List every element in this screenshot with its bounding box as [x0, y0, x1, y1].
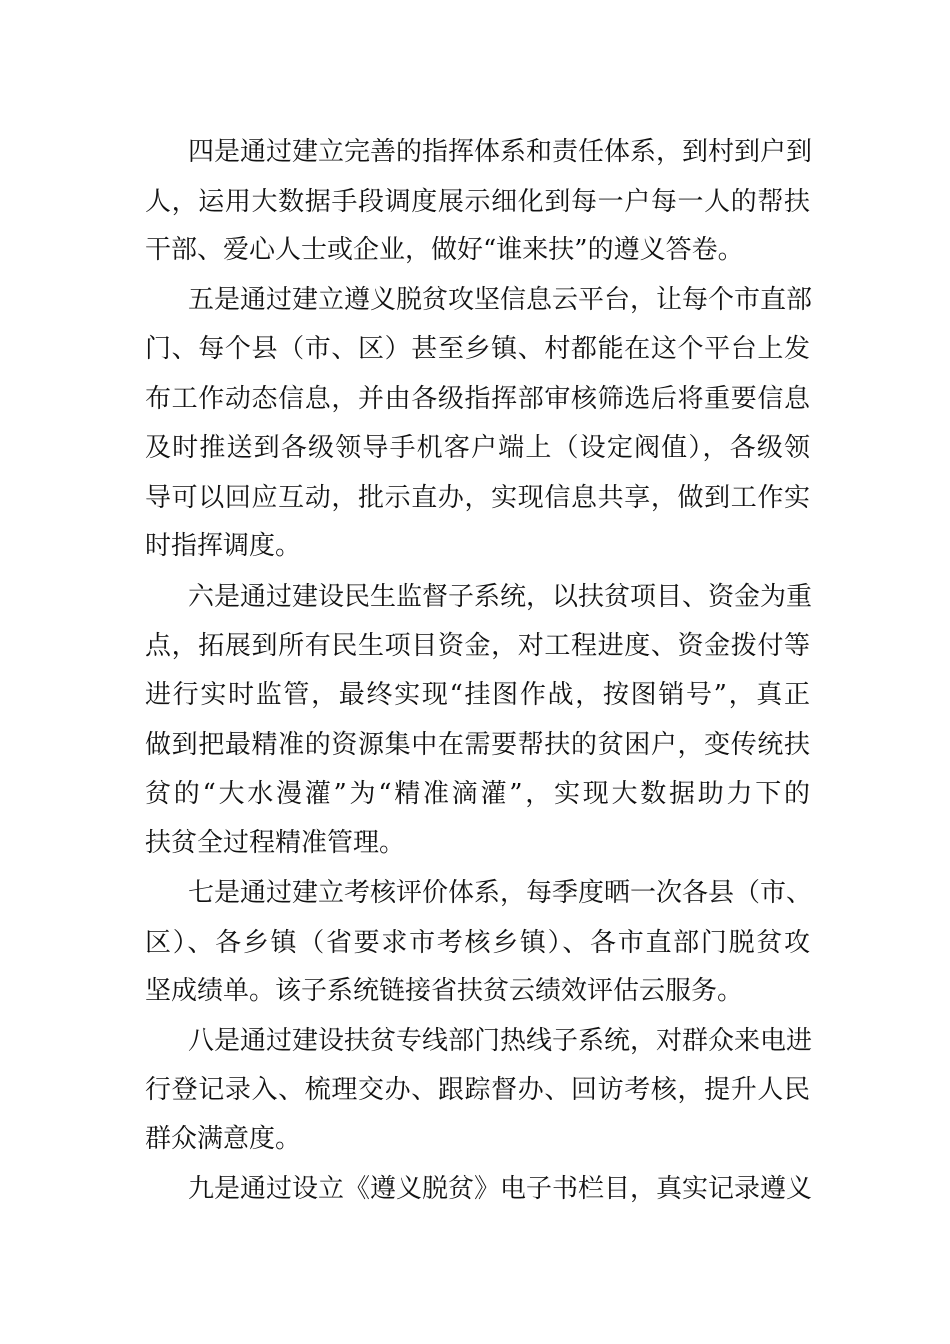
paragraph-5-line-6: 时指挥调度。 [145, 531, 302, 561]
paragraph-6-line-1: 六是通过建设民生监督子系统，以扶贫项目、资金为重 [188, 582, 813, 612]
paragraph-5-line-1: 五是通过建立遵义脱贫攻坚信息云平台，让每个市直部 [188, 285, 813, 315]
paragraph-4-line-1: 四是通过建立完善的指挥体系和责任体系，到村到户到 [188, 137, 813, 167]
paragraph-5-line-4: 及时推送到各级领导手机客户端上（设定阀值），各级领 [145, 433, 810, 463]
paragraph-6-line-3: 进行实时监管，最终实现“挂图作战，按图销号”，真正 [145, 680, 810, 710]
paragraph-6-line-5: 贫的“大水漫灌”为“精准滴灌”，实现大数据助力下的 [145, 779, 810, 809]
paragraph-4-line-3: 干部、爱心人士或企业，做好“谁来扶”的遵义答卷。 [145, 235, 744, 265]
paragraph-5-line-3: 布工作动态信息，并由各级指挥部审核筛选后将重要信息 [145, 384, 810, 414]
paragraph-7-line-3: 坚成绩单。该子系统链接省扶贫云绩效评估云服务。 [145, 976, 744, 1006]
paragraph-5-line-5: 导可以回应互动，批示直办，实现信息共享，做到工作实 [145, 483, 810, 513]
paragraph-4-line-2: 人，运用大数据手段调度展示细化到每一户每一人的帮扶 [145, 187, 810, 217]
paragraph-7-line-1: 七是通过建立考核评价体系，每季度晒一次各县（市、 [188, 878, 813, 908]
paragraph-8-line-2: 行登记录入、梳理交办、跟踪督办、回访考核，提升人民 [145, 1075, 810, 1105]
paragraph-8-line-1: 八是通过建设扶贫专线部门热线子系统，对群众来电进 [188, 1026, 813, 1056]
paragraph-8-line-3: 群众满意度。 [145, 1124, 302, 1154]
paragraph-6-line-4: 做到把最精准的资源集中在需要帮扶的贫困户，变传统扶 [145, 730, 810, 760]
paragraph-6-line-2: 点，拓展到所有民生项目资金，对工程进度、资金拨付等 [145, 631, 810, 661]
paragraph-6-line-6: 扶贫全过程精准管理。 [145, 828, 406, 858]
paragraph-7-line-2: 区）、各乡镇（省要求市考核乡镇）、各市直部门脱贫攻 [145, 928, 810, 958]
paragraph-5-line-2: 门、每个县（市、区）甚至乡镇、村都能在这个平台上发 [145, 334, 810, 364]
paragraph-9-line-1: 九是通过设立《遵义脱贫》电子书栏目，真实记录遵义 [188, 1174, 813, 1204]
